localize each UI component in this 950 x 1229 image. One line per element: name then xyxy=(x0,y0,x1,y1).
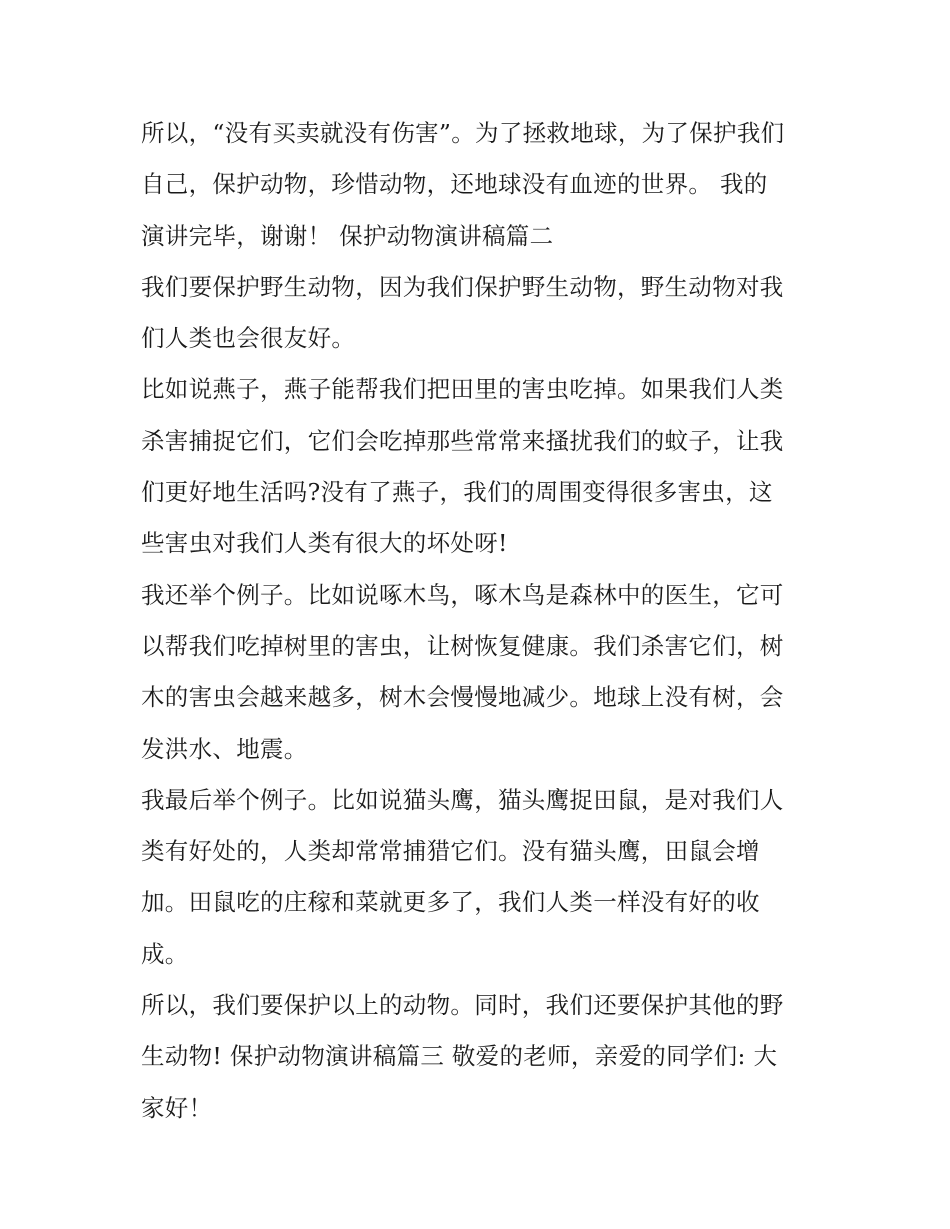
text-line: 发洪水、地震。 xyxy=(141,734,308,763)
speech-text xyxy=(141,108,821,1134)
text-line: 加。田鼠吃的庄稼和菜就更多了，我们人类一样没有好的收 xyxy=(141,888,760,917)
text-line: 生动物! 保护动物演讲稿篇三 敬爱的老师，亲爱的同学们: 大 xyxy=(141,1042,778,1071)
text-line: 们更好地生活吗?没有了燕子，我们的周围变得很多害虫，这 xyxy=(141,478,773,507)
text-line: 演讲完毕，谢谢！ 保护动物演讲稿篇二 xyxy=(141,221,554,250)
text-line: 我们要保护野生动物，因为我们保护野生动物，野生动物对我 xyxy=(141,272,784,301)
text-line: 以帮我们吃掉树里的害虫，让树恢复健康。我们杀害它们，树 xyxy=(141,631,784,660)
text-line: 类有好处的，人类却常常捕猎它们。没有猫头鹰，田鼠会增 xyxy=(141,837,760,866)
text-line: 我还举个例子。比如说啄木鸟，啄木鸟是森林中的医生，它可 xyxy=(141,580,784,609)
text-line: 我最后举个例子。比如说猫头鹰，猫头鹰捉田鼠，是对我们人 xyxy=(141,785,784,814)
text-line: 木的害虫会越来越多，树木会慢慢地减少。地球上没有树，会 xyxy=(141,683,784,712)
text-line: 比如说燕子，燕子能帮我们把田里的害虫吃掉。如果我们人类 xyxy=(141,375,784,404)
text-line: 们人类也会很友好。 xyxy=(141,324,356,353)
text-line: 自己，保护动物，珍惜动物，还地球没有血迹的世界。 我的 xyxy=(141,170,768,199)
text-line: 杀害捕捉它们，它们会吃掉那些常常来搔扰我们的蚊子，让我 xyxy=(141,426,784,455)
text-line: 所以，“没有买卖就没有伤害”。为了拯救地球，为了保护我们 xyxy=(141,119,785,147)
text-line: 成。 xyxy=(141,939,189,968)
text-line: 些害虫对我们人类有很大的坏处呀! xyxy=(141,529,508,558)
text-line: 家好！ xyxy=(141,1093,213,1122)
text-line: 所以，我们要保护以上的动物。同时，我们还要保护其他的野 xyxy=(141,991,784,1020)
